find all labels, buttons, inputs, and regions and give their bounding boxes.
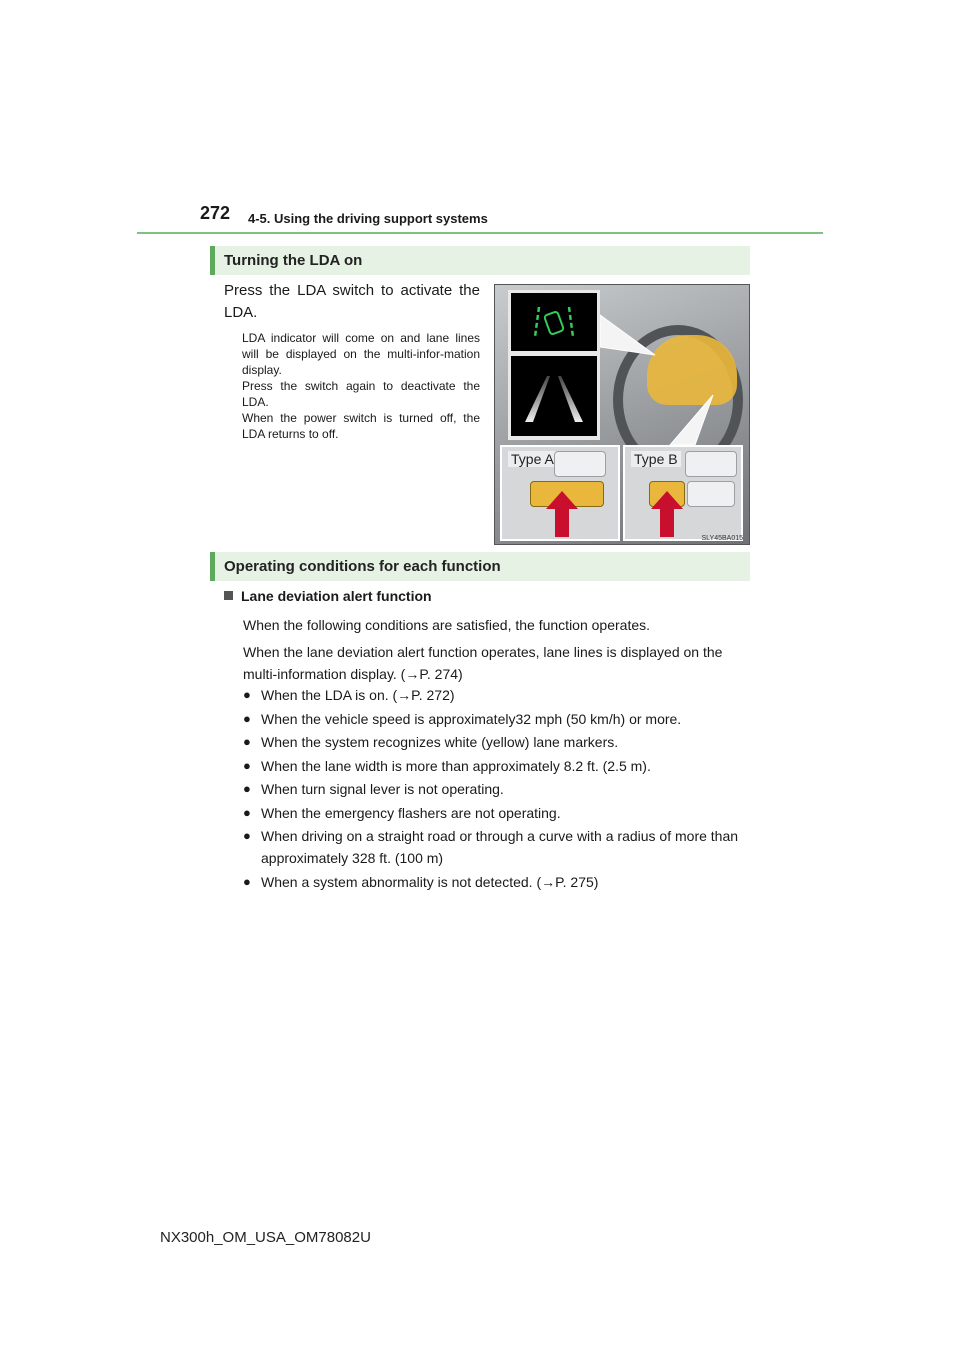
lane-lines-screen — [511, 356, 597, 436]
list-item: ● When the vehicle speed is approximately32 mph (50 km/h) or more. — [243, 708, 748, 730]
list-item: ● When the emergency flashers are not operating. — [243, 802, 748, 824]
instruction-notes — [242, 330, 480, 442]
header-divider — [137, 232, 823, 234]
paragraph-2: When the lane deviation alert function operates, lane lines is displayed on the multi-information display. (→P. 274) — [243, 644, 723, 682]
note-3: When the power switch is turned off, the LDA returns to off. — [242, 411, 480, 441]
subheading-text: Lane deviation alert function — [241, 588, 432, 604]
list-item: ● When the LDA is on. (→P. 272) — [243, 684, 748, 706]
list-item: ● When the system recognizes white (yellow) lane markers. — [243, 731, 748, 753]
lda-switch-illustration — [494, 284, 750, 545]
steering-switch-type-a — [500, 445, 620, 541]
section-heading-turning-on: Turning the LDA on — [210, 246, 750, 275]
lda-indicator-screen — [511, 293, 597, 351]
lda-indicator-icon — [511, 293, 597, 351]
type-b-label: Type B — [631, 451, 681, 467]
list-item: ● When turn signal lever is not operating. — [243, 778, 748, 800]
note-2: Press the switch again to deactivate the LDA. — [242, 379, 480, 409]
document-code: NX300h_OM_USA_OM78082U — [160, 1229, 371, 1246]
paragraph-1: When the following conditions are satisfied, the function operates. — [243, 617, 651, 633]
figure-code: SLY45BA015 — [701, 535, 743, 542]
list-item: ● When a system abnormality is not detected. (→P. 275) — [243, 871, 748, 893]
lane-lines-icon — [511, 356, 597, 436]
conditions-list — [243, 684, 748, 894]
steering-switch-type-b — [623, 445, 743, 541]
chapter-title: 4-5. Using the driving support systems — [248, 211, 488, 226]
note-1: LDA indicator will come on and lane lines will be displayed on the multi-infor-mation display. — [242, 331, 480, 377]
page-header — [200, 203, 822, 233]
press-arrow-icon — [625, 447, 743, 541]
list-item: ● When driving on a straight road or through a curve with a radius of more than approximately 328 ft. (100 m) — [243, 825, 748, 869]
press-arrow-icon — [502, 447, 620, 541]
list-item: ● When the lane width is more than approximately 8.2 ft. (2.5 m). — [243, 755, 748, 777]
instruction-text: Press the LDA switch to activate the LDA. — [224, 282, 480, 321]
section-heading-operating-conditions: Operating conditions for each function — [210, 552, 750, 581]
type-a-label: Type A — [508, 451, 557, 467]
subheading-lane-deviation-alert — [224, 588, 432, 604]
page-number: 272 — [200, 203, 231, 223]
square-bullet-icon — [224, 591, 233, 600]
display-inset — [508, 290, 600, 440]
